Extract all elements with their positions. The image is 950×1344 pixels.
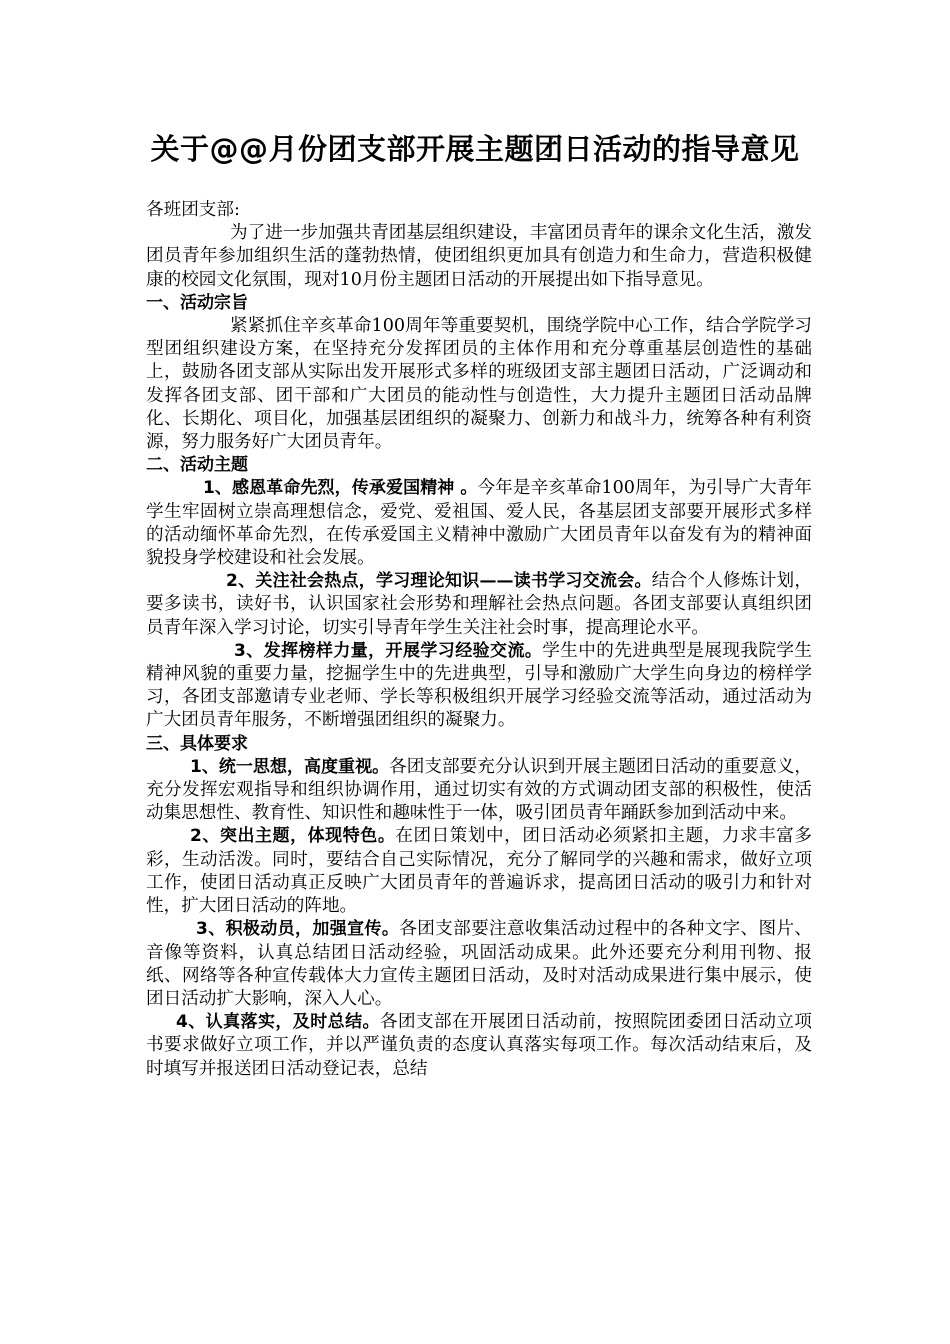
theme-item-text: 结合个人修炼计划，要多读书，读好书，认识国家社会形势和理解社会热点问题。各团支部要认真组织团员青年深入学习讨论，切实引导青年学生关注社会时事，提高理论水平。 [146, 571, 812, 638]
theme-item [146, 640, 812, 733]
theme-item-text: 学生中的先进典型是展现我院学生精神风貌的重要力量，挖掘学生中的先进典型，引导和激励广大学生向身边的榜样学习，各团支部邀请专业老师、学长等积极组织开展学习经验交流等活动，通过活动为广大团员青年服务，不断增强团组织的凝聚力。 [146, 640, 812, 731]
requirement-item [146, 918, 812, 1011]
requirement-item-text: 各团支部要充分认识到开展主题团日活动的重要意义，充分发挥宏观指导和组织协调作用，通过切实有效的方式调动团支部的积极性，使活动集思想性、教育性、知识性和趣味性于一体，吸引团员青年踊跃参加到活动中来。 [146, 756, 812, 824]
purpose-paragraph: 紧紧抓住辛亥革命100周年等重要契机，围绕学院中心工作，结合学院学习型团组织建设方案，在坚持充分发挥团员的主体作用和充分尊重基层创造性的基础上，鼓励各团支部从实际出发开展形式多样的班级团支部主题团日活动，广泛调动和发挥各团支部、团干部和广大团员的能动性与创造性，大力提升主题团日活动品牌化、长期化、项目化，加强基层团组织的凝聚力、创新力和战斗力，统筹各种有利资源，努力服务好广大团员青年。 [146, 316, 812, 453]
theme-item-lead: 1、感恩革命先烈，传承爱国精神 。 [203, 478, 478, 499]
section-heading-requirements: 三、具体要求 [146, 733, 248, 754]
theme-item [146, 570, 812, 640]
requirement-item [146, 1011, 812, 1081]
requirement-item-lead: 3、积极动员，加强宣传。 [196, 919, 400, 940]
requirement-item-text: 各团支部在开展团日活动前，按照院团委团日活动立项书要求做好立项工作，并以严谨负责的态度认真落实每项工作。每次活动结束后，及时填写并报送团日活动登记表，总结 [146, 1012, 813, 1079]
theme-item-text: 今年是辛亥革命100周年，为引导广大青年学生牢固树立崇高理想信念，爱党、爱祖国、爱人民，各基层团支部要开展形式多样的活动缅怀革命先烈，在传承爱国主义精神中激励广大团员青年以奋发有为的精神面貌投身学校建设和社会发展。 [146, 478, 812, 569]
salutation: 各班团支部: [146, 200, 240, 220]
theme-item-lead: 2、关注社会热点，学习理论知识——读书学习交流会。 [226, 571, 652, 592]
requirement-item [146, 825, 812, 918]
document-title: 关于@@月份团支部开展主题团日活动的指导意见 [150, 132, 800, 166]
intro-paragraph: 为了进一步加强共青团基层组织建设，丰富团员青年的课余文化生活，激发团员青年参加组织生活的蓬勃热情，使团组织更加具有创造力和生命力，营造积极健康的校园文化氛围，现对10月份主题团日活动的开展提出如下指导意见。 [146, 223, 812, 290]
theme-item-lead: 3、发挥榜样力量，开展学习经验交流。 [234, 640, 543, 661]
theme-item [146, 477, 812, 570]
document-body [146, 199, 812, 1081]
requirement-item-text: 各团支部要注意收集活动过程中的各种文字、图片、音像等资料，认真总结团日活动经验，巩固活动成果。此外还要充分利用刊物、报纸、网络等各种宣传载体大力宣传主题团日活动，及时对活动成果进行集中展示，使团日活动扩大影响，深入人心。 [146, 919, 812, 1009]
requirement-item-lead: 4、认真落实，及时总结。 [176, 1012, 380, 1033]
requirement-item [146, 756, 812, 826]
requirement-item-lead: 1、统一思想，高度重视。 [190, 756, 390, 777]
requirement-item-lead: 2、突出主题，体现特色。 [190, 826, 396, 847]
section-heading-theme: 二、活动主题 [146, 455, 248, 476]
section-heading-purpose: 一、活动宗旨 [146, 292, 248, 313]
requirement-item-text: 在团日策划中，团日活动必须紧扣主题，力求丰富多彩，生动活泼。同时，要结合自己实际情况，充分了解同学的兴趣和需求，做好立项工作，使团日活动真正反映广大团员青年的普遍诉求，提高团日活动的吸引力和针对性，扩大团日活动的阵地。 [146, 826, 812, 917]
